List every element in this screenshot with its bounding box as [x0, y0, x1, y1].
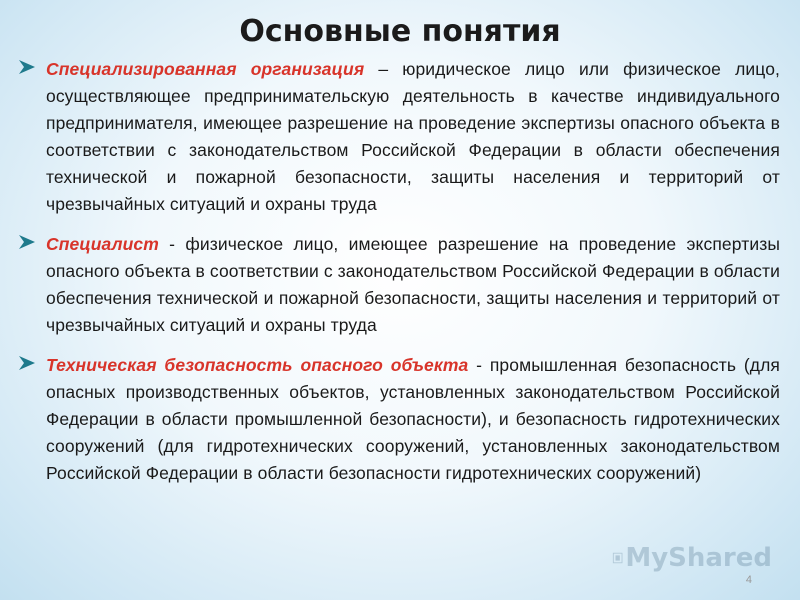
watermark-text: MyShared [625, 543, 772, 573]
item-text [46, 231, 780, 339]
list-item [18, 231, 780, 339]
item-term: Специалист [46, 234, 159, 254]
watermark-icon [612, 543, 623, 573]
item-term: Техническая безопасность опасного объекта [46, 355, 469, 375]
arrow-bullet-icon [18, 355, 36, 371]
item-definition: – юридическое лицо или физическое лицо, осуществляющее предпринимательскую деятельность в качестве индивидуального предпринимателя, имеющее разрешение на проведение экспертизы опасного объекта в соответствии с законодательством Российской Федерации в области обеспечения технической и пожарной безопасности, защиты населения и территорий от чрезвычайных ситуаций и охраны труда [46, 59, 780, 214]
slide-title: Основные понятия [239, 14, 561, 49]
item-term: Специализированная организация [46, 59, 365, 79]
page-number: 4 [745, 574, 752, 586]
item-definition: - промышленная безопасность (для опасных производственных объектов, установленных законодательством Российской Федерации в области промышленной безопасности), и безопасность гидротехнических сооружений (для гидротехнических сооружений, установленных законодательством Российской Федерации в области безопасности гидротехнических сооружений) [46, 355, 780, 483]
list-item [18, 352, 780, 487]
arrow-bullet-icon [18, 234, 36, 250]
item-definition: - физическое лицо, имеющее разрешение на проведение экспертизы опасного объекта в соответствии с законодательством Российской Федерации в области обеспечения технической и пожарной безопасности, защиты населения и территорий от чрезвычайных ситуаций и охраны труда [46, 234, 780, 335]
item-text [46, 352, 780, 487]
watermark-logo [612, 538, 772, 578]
list-item [18, 56, 780, 218]
definition-list [18, 56, 780, 500]
item-text [46, 56, 780, 218]
arrow-bullet-icon [18, 59, 36, 75]
